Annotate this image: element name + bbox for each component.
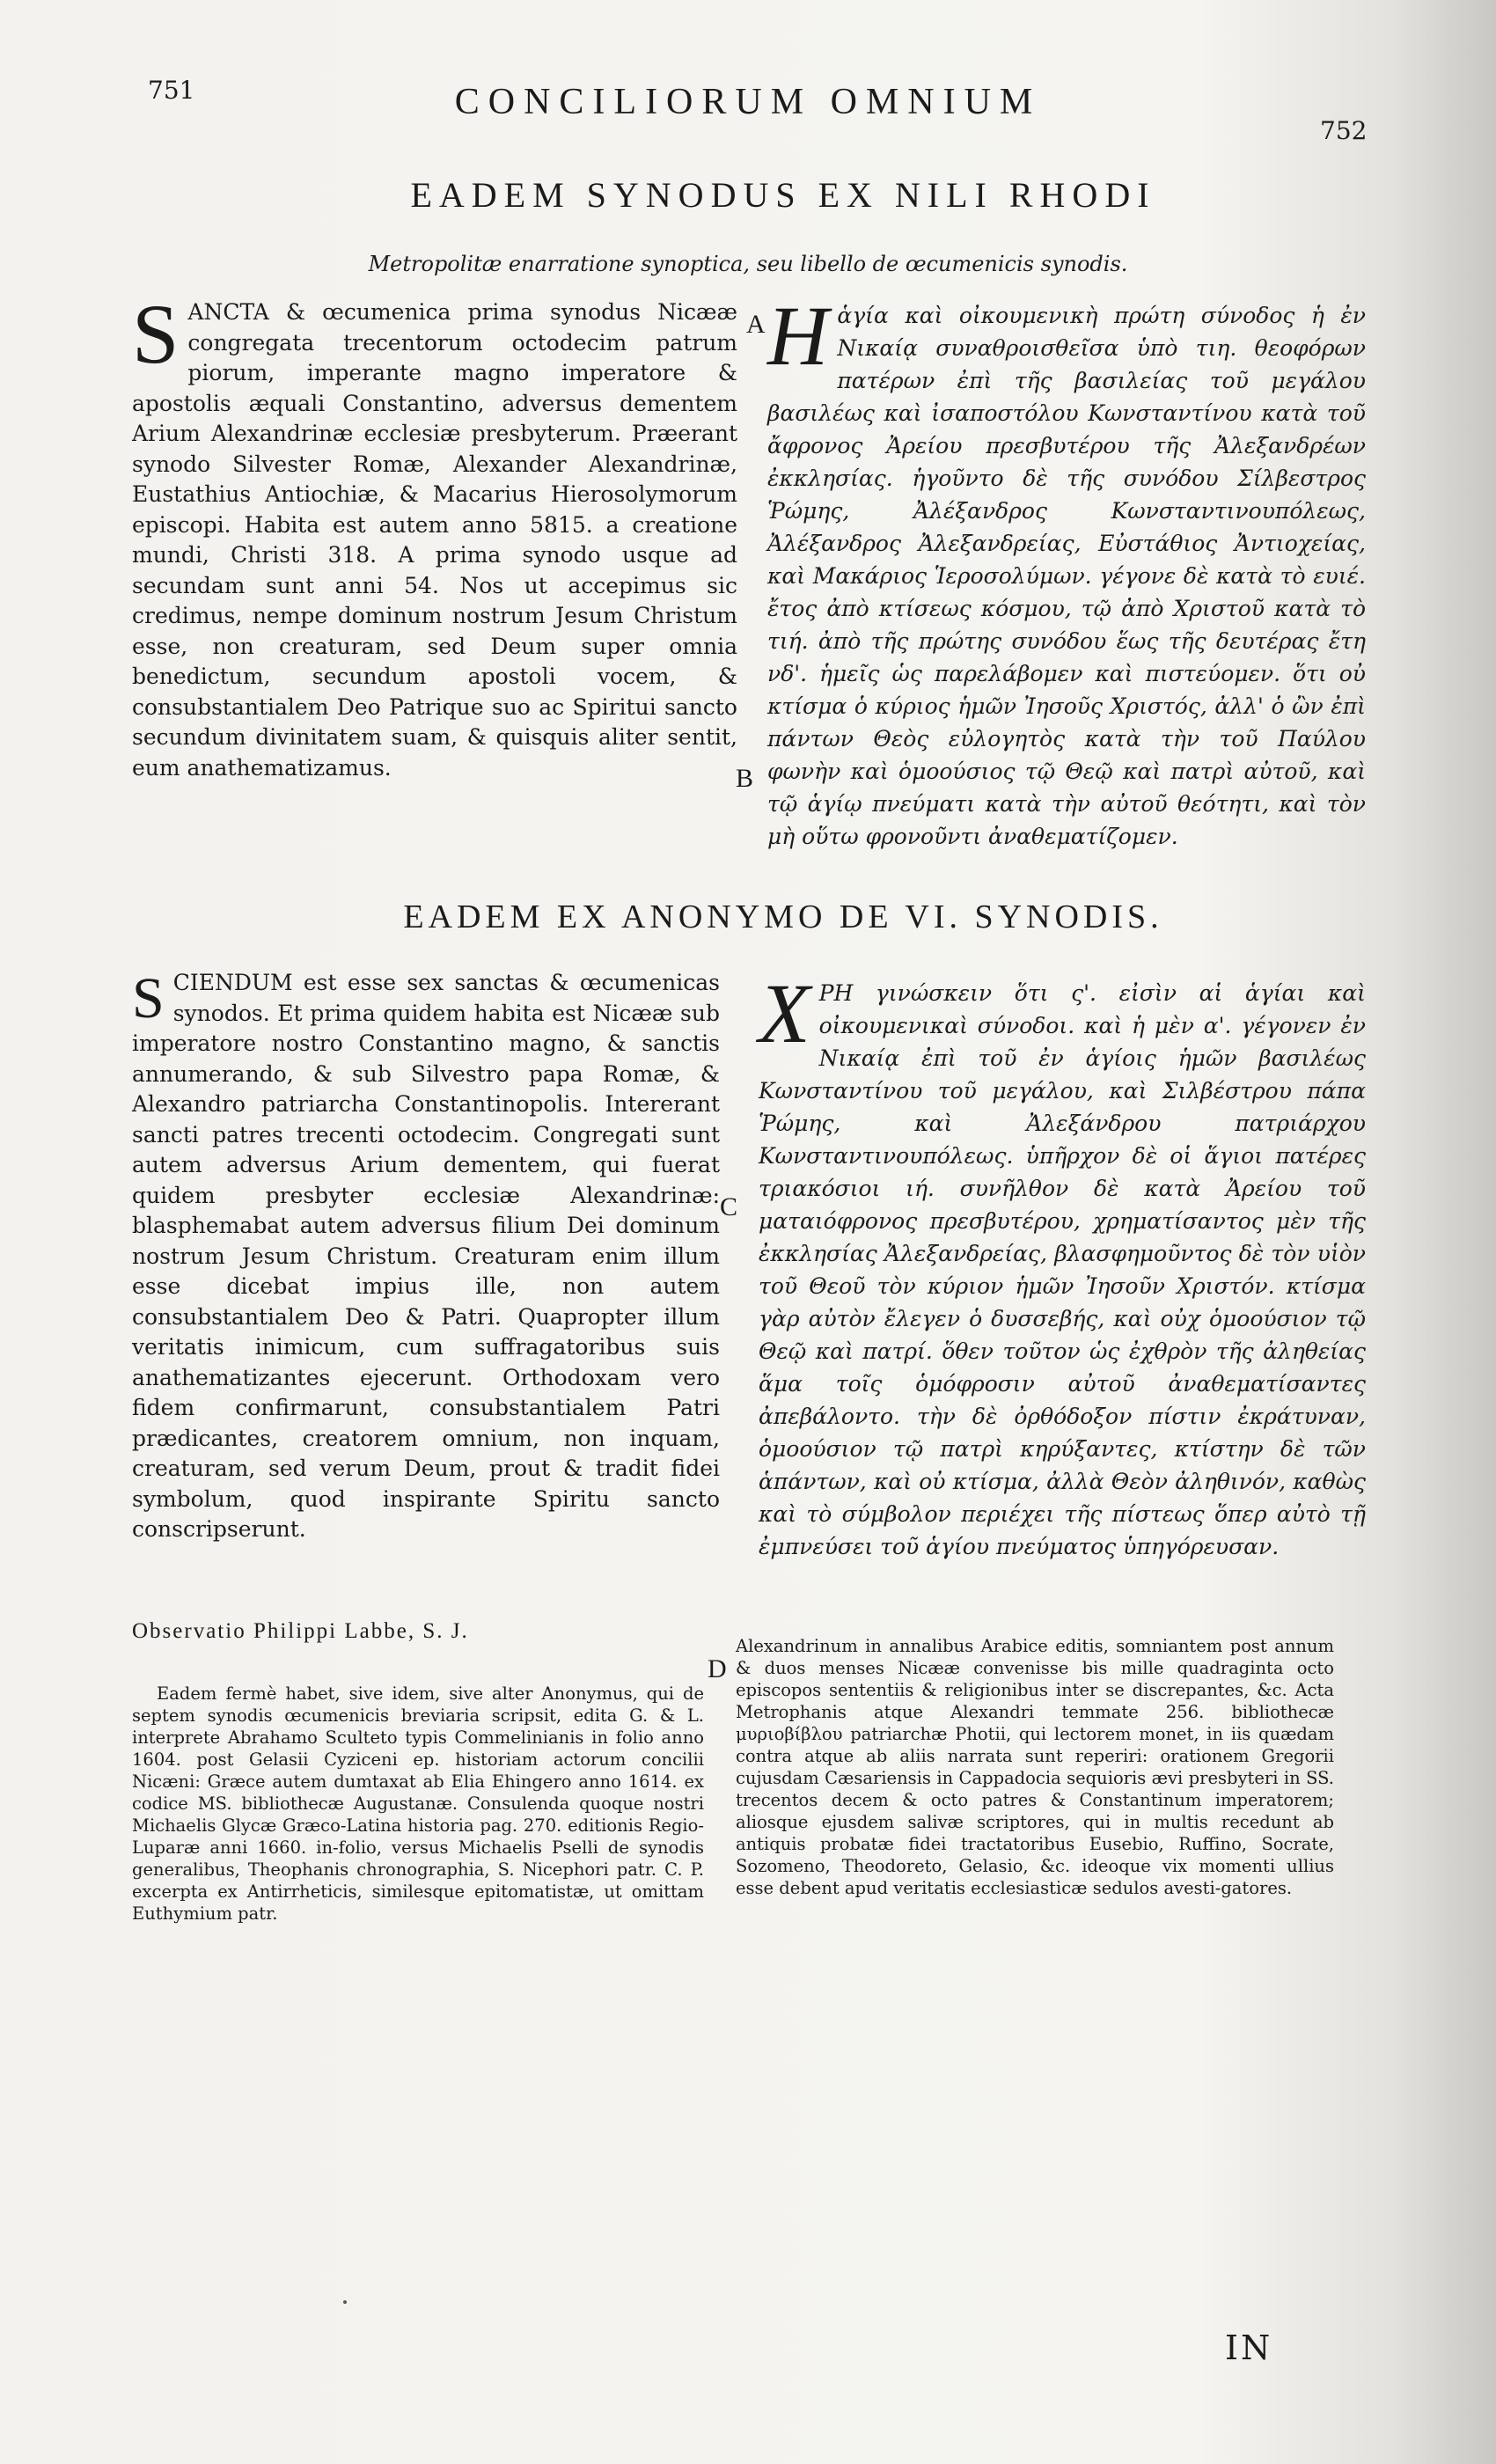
margin-letter-d: D (708, 1654, 727, 1683)
section2-greek-column (759, 966, 1366, 1563)
catchword: IN (1225, 2328, 1273, 2367)
observatio-right-text: Alexandrinum in annalibus Arabice editis, somniantem post annum & duos menses Nicææ convenisse bis mille quadraginta octo episcopos sententiis & religionibus inter se discrepantes, &c. Acta Metrophanis atque Alexandri temmate 256. bibliothecæ μυριοβίβλου patriarchæ Photii, qui lectorem monet, in iis quædam contra atque ab aliis narrata sunt reperiri: orationem Gregorii cujusdam Cæsariensis in Cappadocia sequioris ævi presbyteri in SS. trecentos decem & octo patres & Constantinum imperatorem; aliosque ejusdem salivæ scriptores, qui in multis recedunt ab antiquis probatæ fidei tractatoribus Eusebio, Ruffino, Socrate, Sozomeno, Theodoreto, Gelasio, &c. ideoque vix momenti ullius esse debent apud veritatis ecclesiasticæ sedulos avesti-gatores. (736, 1636, 1334, 1898)
observatio-heading: Observatio Philippi Labbe, S. J. (132, 1619, 469, 1643)
margin-letter-b: B (736, 764, 754, 793)
section-title-anonymo: EADEM EX ANONYMO DE VI. SYNODIS. (403, 898, 1163, 935)
margin-letter-a: A (746, 310, 766, 339)
section1-greek-text: ἁγία καὶ οἰκουμενικὴ πρώτη σύνοδος ἡ ἐν Νικαίᾳ συναθροισθεῖσα ὑπὸ τιη. θεοφόρων πατέρων ἐπὶ τῆς βασιλείας τοῦ μεγάλου βασιλέως καὶ ἰσαποστόλου Κωνσταντίνου κατὰ τοῦ ἄφρονος Ἀρείου πρεσβυτέρου τῆς Ἀλεξανδρέων ἐκκλησίας. ἡγοῦντο δὲ τῆς συνόδου Σίλβεστρος Ῥώμης, Ἀλέξανδρος Κωνσταντινουπόλεως, Ἀλέξανδρος Ἀλεξανδρείας, Εὐστάθιος Ἀντιοχείας, καὶ Μακάριος Ἱεροσολύμων. γέγονε δὲ κατὰ τὸ ευιέ. ἔτος ἀπὸ κτίσεως κόσμου, τῷ ἀπὸ Χριστοῦ κατὰ τὸ τιή. ἀπὸ τῆς πρώτης συνόδου ἕως τῆς δευτέρας ἔτη νδ'. ἡμεῖς ὡς παρελάβομεν καὶ πιστεύομεν. ὅτι οὐ κτίσμα ὁ κύριος ἡμῶν Ἰησοῦς Χριστός, ἀλλ' ὁ ὢν ἐπὶ πάντων Θεὸς εὐλογητὸς κατὰ τὴν τοῦ Παύλου φωνὴν καὶ ὁμοούσιος τῷ Θεῷ καὶ πατρὶ αὐτοῦ, καὶ τῷ ἁγίῳ πνεύματι κατὰ τὴν αὐτοῦ θεότητι, καὶ τὸν μὴ οὕτω φρονοῦντι ἀναθεματίζομεν. (767, 303, 1366, 849)
page-number-right: 752 (1320, 116, 1368, 145)
ink-speck (343, 2300, 347, 2304)
section1-latin-column (132, 287, 737, 783)
section2-latin-column (132, 968, 720, 1545)
section2-greek-text: ΡΗ γινώσκειν ὅτι ς'. εἰσὶν αἱ ἁγίαι καὶ οἰκουμενικαὶ σύνοδοι. καὶ ἡ μὲν α'. γέγονεν ἐν Νικαίᾳ ἐπὶ τοῦ ἐν ἁγίοις ἡμῶν βασιλέως Κωνσταντίνου τοῦ μεγάλου, καὶ Σιλβέστρου πάπα Ῥώμης, καὶ Ἀλεξάνδρου πατριάρχου Κωνσταντινουπόλεως. ὑπῆρχον δὲ οἱ ἅγιοι πατέρες τριακόσιοι ιή. συνῆλθον δὲ κατὰ Ἀρείου τοῦ ματαιόφρονος πρεσβυτέρου, χρηματίσαντος μὲν τῆς ἐκκλησίας Ἀλεξανδρείας, βλασφημοῦντος δὲ τὸν υἱὸν τοῦ Θεοῦ τὸν κύριον ἡμῶν Ἰησοῦν Χριστόν. κτίσμα γὰρ αὐτὸν ἔλεγεν ὁ δυσσεβής, καὶ οὐχ ὁμοούσιον τῷ Θεῷ καὶ πατρί. ὅθεν τοῦτον ὡς ἐχθρὸν τῆς ἀληθείας ἅμα τοῖς ὁμόφροσιν αὐτοῦ ἀναθεματίσαντες ἀπεβάλοντο. τὴν δὲ ὀρθόδοξον πίστιν ἐκράτυναν, ὁμοούσιον τῷ πατρὶ κηρύξαντες, κτίστην δὲ τῶν ἁπάντων, καὶ οὐ κτίσμα, ἀλλὰ Θεὸν ἀληθινόν, καθὼς καὶ τὸ σύμβολον περιέχει τῆς πίστεως ὅπερ αὐτὸ τῇ ἐμπνεύσει τοῦ ἁγίου πνεύματος ὑπηγόρευσαν. (759, 980, 1366, 1559)
observatio-right-column (736, 1635, 1334, 1899)
running-title: CONCILIORUM OMNIUM (454, 82, 1042, 122)
page-number-left: 751 (148, 76, 195, 105)
section1-latin-initial: S (132, 287, 180, 381)
section-subtitle: Metropolitæ enarratione synoptica, seu libello de œcumenicis synodis. (368, 252, 1128, 276)
section1-greek-column (767, 289, 1366, 853)
section2-greek-initial: Χ (759, 966, 810, 1060)
observatio-left-column (132, 1683, 704, 1925)
section1-greek-initial: Η (767, 289, 829, 383)
observatio-left-text: Eadem fermè habet, sive idem, sive alter Anonymus, qui de septem synodis œcumenicis breviaria scripsit, edita G. & L. interprete Abrahamo Sculteto typis Commelinianis in folio anno 1604. post Gelasii Cyziceni ep. historiam actorum concilii Nicæni: Græce autem dumtaxat ab Elia Ehingero anno 1614. ex codice MS. bibliothecæ Augustanæ. Consulenda quoque nostri Michaelis Glycæ Græco-Latina historia pag. 270. editionis Regio-Luparæ anni 1660. in-folio, versus Michaelis Pselli de synodis generalibus, Theophanis chronographia, S. Nicephori patr. C. P. excerpta ex Antirrheticis, similesque epitomatistæ, ut omittam Euthymium patr. (132, 1683, 704, 1924)
section2-latin-text: CIENDUM est esse sex sanctas & œcumenicas synodos. Et prima quidem habita est Nicææ sub imperatore nostro Constantino magno, & sanctis annumerando, & sub Silvestro papa Romæ, & Alexandro patriarcha Constantinopolis. Intererant sancti patres trecenti octodecim. Congregati sunt autem adversus Arium dementem, qui fuerat quidem presbyter ecclesiæ Alexandrinæ: blasphemabat autem adversus filium Dei dominum nostrum Jesum Christum. Creaturam enim illum esse dicebat impius ille, non autem consubstantialem Deo & Patri. Quapropter illum veritatis inimicum, cum suffragatoribus suis anathematizantes ejecerunt. Orthodoxam vero fidem confirmarunt, consubstantialem Patri prædicantes, creatorem omnium, non inquam, creaturam, sed verum Deum, prout & tradit fidei symbolum, quod inspirante Spiritu sancto conscripserunt. (132, 970, 720, 1542)
section1-latin-text: ANCTA & œcumenica prima synodus Nicææ congregata trecentorum octodecim patrum piorum, imperante magno imperatore & apostolis æquali Constantino, adversus dementem Arium Alexandrinæ ecclesiæ presbyterum. Præerant synodo Silvester Romæ, Alexander Alexandrinæ, Eustathius Antiochiæ, & Macarius Hierosolymorum episcopi. Habita est autem anno 5815. a creatione mundi, Christi 318. A prima synodo usque ad secundam sunt anni 54. Nos ut accepimus sic credimus, nempe dominum nostrum Jesum Christum esse, non creaturam, sed Deum super omnia benedictum, secundum apostoli vocem, & consubstantialem Deo Patrique suo ac Spiritui sancto secundum divinitatem suam, & quisquis aliter sentit, eum anathematizamus. (132, 299, 737, 781)
section2-latin-initial: S (132, 966, 165, 1030)
margin-letter-c: C (720, 1192, 738, 1221)
section-title-nili-rhodi: EADEM SYNODUS EX NILI RHODI (410, 175, 1156, 215)
